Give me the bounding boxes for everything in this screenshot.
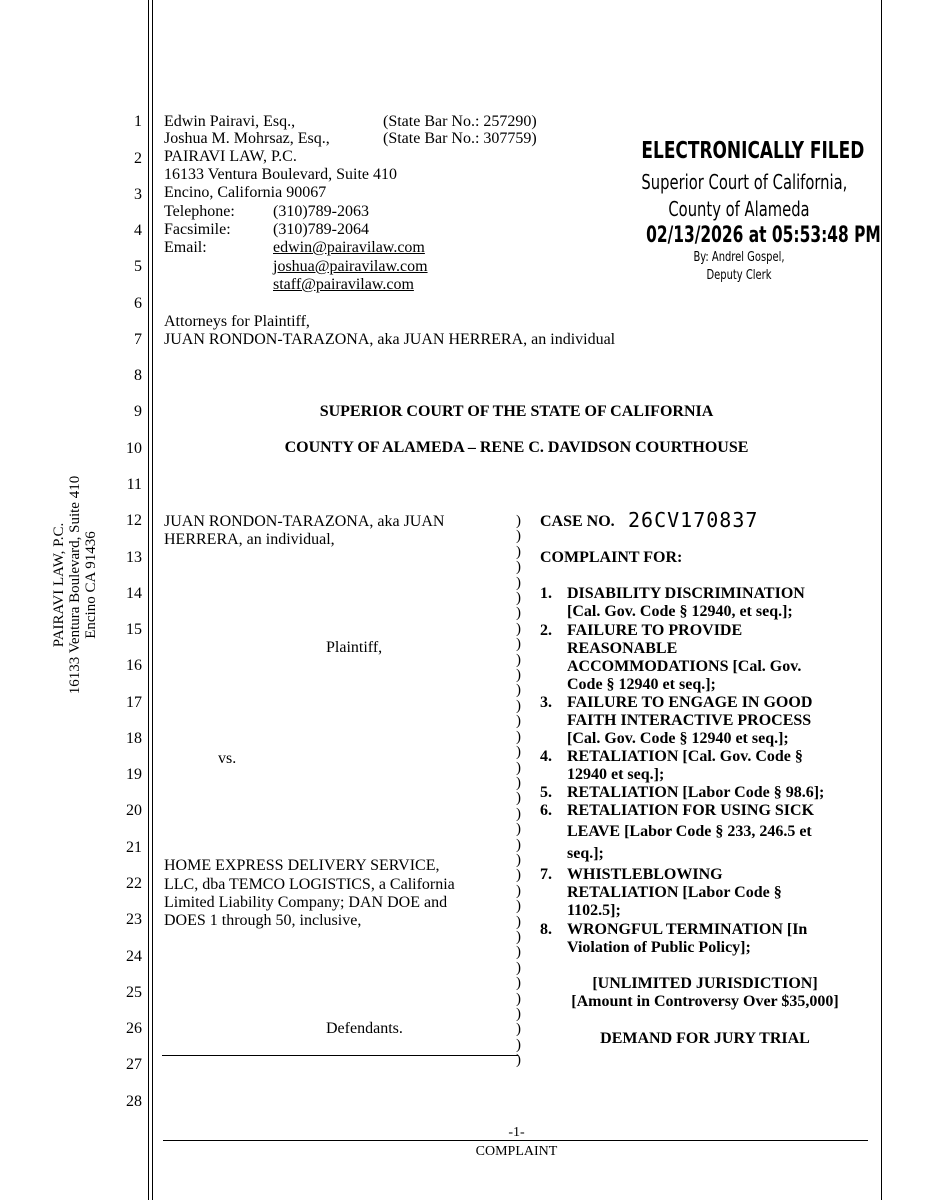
stamp-role: Deputy Clerk (706, 268, 772, 283)
firm-sidebar (51, 476, 99, 694)
firm-sidebar-city: Encino CA 91436 (83, 531, 99, 639)
cause-text: FAITH INTERACTIVE PROCESS (567, 712, 812, 729)
attorney-1-name: Edwin Pairavi, Esq., (164, 113, 296, 130)
email-link[interactable]: staff@pairavilaw.com (273, 276, 414, 293)
line-number: 7 (134, 331, 142, 348)
firm-sidebar-name: PAIRAVI LAW, P.C. (51, 522, 67, 648)
jurisdiction-line2: [Amount in Controversy Over $35,000] (571, 993, 839, 1010)
cause-number: 6. (540, 802, 552, 819)
defendant-line3: Limited Liability Company; DAN DOE and (164, 894, 448, 911)
email-link[interactable]: joshua@pairavilaw.com (273, 258, 428, 275)
cause-text: FAILURE TO PROVIDE (567, 622, 743, 639)
firm-city: Encino, California 90067 (164, 184, 327, 201)
cause-text: FAILURE TO ENGAGE IN GOOD (567, 694, 813, 711)
stamp-datetime: 02/13/2026 at 05:53:48 PM (646, 223, 881, 248)
firm-sidebar-address: 16133 Ventura Boulevard, Suite 410 (67, 475, 83, 695)
line-number: 14 (126, 585, 142, 602)
facsimile-value: (310)789-2064 (273, 221, 369, 238)
cause-number: 7. (540, 866, 552, 883)
cause-text: Code § 12940 et seq.]; (567, 676, 716, 693)
line-number: 11 (126, 476, 142, 493)
attorney-2-name: Joshua M. Mohrsaz, Esq., (164, 130, 330, 147)
cause-text: REASONABLE (567, 640, 678, 657)
line-number: 6 (134, 295, 142, 312)
jury-demand: DEMAND FOR JURY TRIAL (600, 1030, 810, 1047)
firm-address: 16133 Ventura Boulevard, Suite 410 (164, 166, 398, 183)
plaintiff-label: Plaintiff, (326, 639, 383, 656)
telephone-value: (310)789-2063 (273, 203, 369, 220)
line-number: 15 (126, 621, 142, 638)
attorneys-for-label: Attorneys for Plaintiff, (164, 313, 310, 330)
plaintiff-name-line1: JUAN RONDON-TARAZONA, aka JUAN (164, 513, 445, 530)
line-number: 16 (126, 657, 142, 674)
cause-number: 5. (540, 784, 552, 801)
plaintiff-name-line2: HERRERA, an individual, (164, 531, 335, 548)
cause-text: RETALIATION FOR USING SICK (567, 802, 815, 819)
defendants-label: Defendants. (326, 1020, 403, 1037)
line-number: 24 (126, 948, 142, 965)
cause-text: [Cal. Gov. Code § 12940 et seq.]; (567, 730, 789, 747)
email-link[interactable]: edwin@pairavilaw.com (273, 239, 425, 256)
cause-text: RETALIATION [Labor Code § (567, 884, 782, 901)
court-county: COUNTY OF ALAMEDA – RENE C. DAVIDSON COURTHOUSE (284, 439, 749, 456)
line-number: 10 (126, 440, 142, 457)
line-number: 8 (134, 367, 142, 384)
line-number: 12 (126, 512, 142, 529)
cause-number: 1. (540, 585, 552, 602)
cause-text: seq.]; (567, 845, 604, 862)
cause-number: 4. (540, 748, 552, 765)
cause-text: Violation of Public Policy]; (567, 939, 751, 956)
cause-text: WRONGFUL TERMINATION [In (567, 921, 808, 938)
cause-text: ACCOMMODATIONS [Cal. Gov. (567, 658, 802, 675)
versus: vs. (218, 750, 237, 767)
cause-text: LEAVE [Labor Code § 233, 246.5 et (567, 823, 812, 840)
jurisdiction-line1: [UNLIMITED JURISDICTION] (592, 975, 818, 992)
caption-bottom-rule (162, 1055, 518, 1056)
cause-number: 2. (540, 622, 552, 639)
line-number: 21 (126, 839, 142, 856)
line-number: 27 (126, 1056, 142, 1073)
line-number: 2 (134, 150, 142, 167)
firm-name: PAIRAVI LAW, P.C. (164, 148, 297, 165)
line-number: 22 (126, 875, 142, 892)
attorney-2-bar: (State Bar No.: 307759) (383, 130, 537, 147)
line-number: 13 (126, 549, 142, 566)
line-number: 25 (126, 984, 142, 1001)
line-number: 26 (126, 1020, 142, 1037)
stamp-title: ELECTRONICALLY FILED (641, 138, 865, 164)
cause-text: WHISTLEBLOWING (567, 866, 723, 883)
line-number: 5 (134, 258, 142, 275)
page-number: -1- (508, 1125, 525, 1140)
line-number: 20 (126, 802, 142, 819)
line-number: 4 (134, 222, 142, 239)
facsimile-label: Facsimile: (164, 221, 231, 238)
email-label: Email: (164, 239, 207, 256)
case-number-label: CASE NO. (540, 513, 615, 530)
line-number: 17 (126, 694, 142, 711)
defendant-line1: HOME EXPRESS DELIVERY SERVICE, (164, 857, 440, 874)
case-number: 26CV170837 (628, 508, 759, 532)
stamp-by: By: Andrel Gospel, (693, 250, 785, 265)
line-number: 19 (126, 766, 142, 783)
cause-number: 8. (540, 921, 552, 938)
cause-number: 3. (540, 694, 552, 711)
cause-text: 1102.5]; (567, 902, 621, 919)
stamp-county: County of Alameda (668, 197, 810, 221)
footer-title: COMPLAINT (475, 1144, 558, 1159)
line-number: 23 (126, 911, 142, 928)
caption-divider: ) ) ) ) ) ) ) ) ) ) ) ) ) ) ) ) ) ) ) ) ) ) ) ) ) ) ) ) ) ) ) ) ) ) ) ) (516, 513, 521, 1069)
cause-text: 12940 et seq.]; (567, 766, 665, 783)
left-margin-rule-outer (148, 0, 149, 1200)
defendant-line4: DOES 1 through 50, inclusive, (164, 912, 362, 929)
line-number: 9 (134, 403, 142, 420)
cause-text: DISABILITY DISCRIMINATION (567, 585, 805, 602)
footer-rule (163, 1140, 868, 1141)
right-margin-rule (881, 0, 882, 1200)
telephone-label: Telephone: (164, 203, 235, 220)
cause-text: [Cal. Gov. Code § 12940, et seq.]; (567, 603, 793, 620)
cause-text: RETALIATION [Cal. Gov. Code § (567, 748, 803, 765)
plaintiff-line: JUAN RONDON-TARAZONA, aka JUAN HERRERA, an individual (164, 331, 616, 348)
cause-text: RETALIATION [Labor Code § 98.6]; (567, 784, 825, 801)
complaint-for-heading: COMPLAINT FOR: (540, 549, 683, 566)
defendant-line2: LLC, dba TEMCO LOGISTICS, a California (164, 876, 455, 893)
attorney-1-bar: (State Bar No.: 257290) (383, 113, 537, 130)
court-title: SUPERIOR COURT OF THE STATE OF CALIFORNIA (319, 403, 714, 420)
line-number: 1 (134, 113, 142, 130)
stamp-court: Superior Court of California, (641, 170, 848, 194)
left-margin-rule-inner (152, 0, 153, 1200)
line-number: 3 (134, 186, 142, 203)
line-number: 18 (126, 730, 142, 747)
line-number: 28 (126, 1093, 142, 1110)
